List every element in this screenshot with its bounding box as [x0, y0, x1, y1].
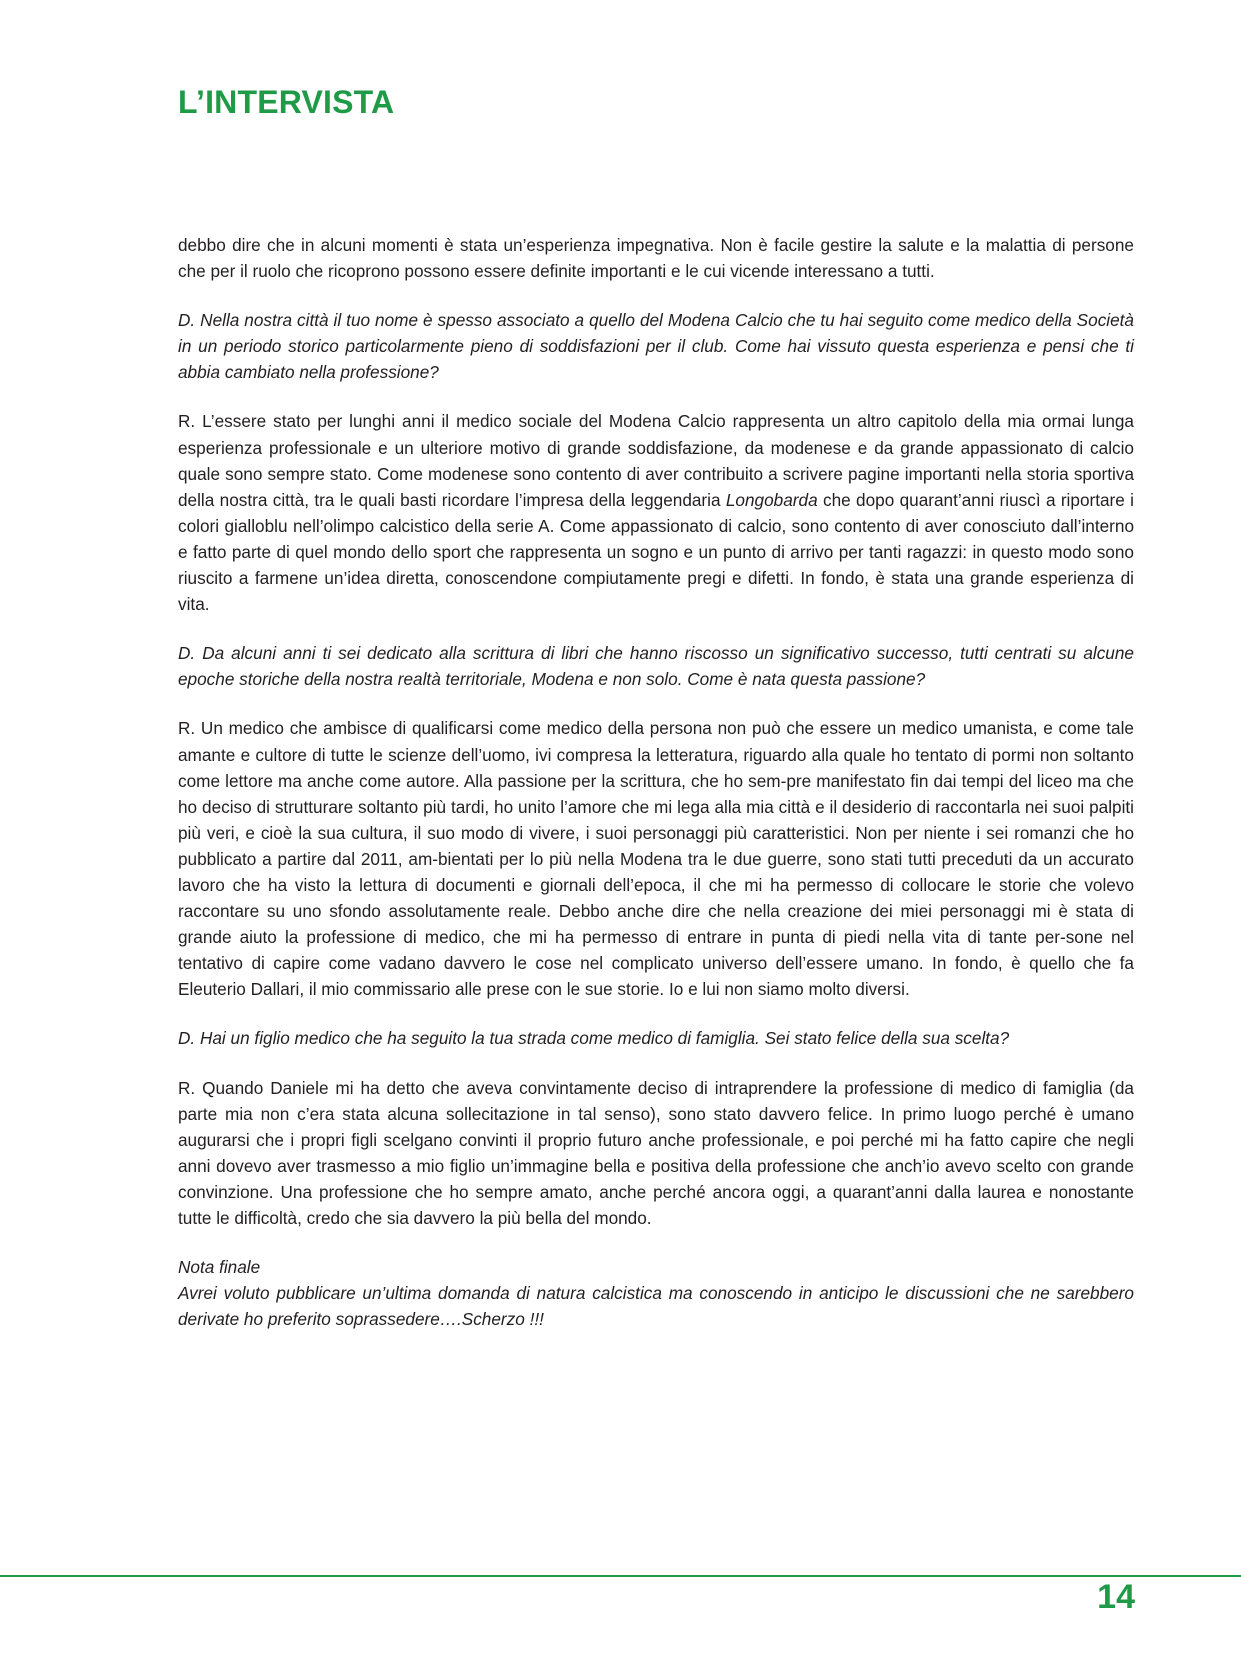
question-modena-calcio: D. Nella nostra città il tuo nome è spesso associato a quello del Modena Calcio che tu hai seguito come medico della Società in un periodo storico particolarmente pieno di soddisfazioni per il club. Come hai vissuto questa esperienza e pensi che ti abbia cambiato nella professione?: [178, 310, 1134, 383]
section-title: L’INTERVISTA: [178, 84, 395, 120]
answer-paragraph-intro: debbo dire che in alcuni momenti è stata un’esperienza impegnativa. Non è facile gestire la salute e la malattia di persone che per il ruolo che ricoprono possono essere definite importanti e le cui vicende interessano a tutti.: [178, 235, 1134, 282]
question-son-doctor: D. Hai un figlio medico che ha seguito la tua strada come medico di famiglia. Sei stato felice della sua scelta?: [178, 1028, 1010, 1049]
final-note: [178, 1254, 1134, 1332]
footer-divider: [0, 1575, 1241, 1577]
interview-article: [178, 232, 1134, 1332]
answer-son-doctor: R. Quando Daniele mi ha detto che aveva convintamente deciso di intraprendere la professione di medico di famiglia (da parte mia non c’era stata alcuna sollecitazione in tal senso), sono stato davvero felice. In primo luogo perché è umano augurarsi che i propri figli scelgano convinti il proprio futuro anche professionale, e poi perché mi ha fatto capire che negli anni dovevo aver trasmesso a mio figlio un’immagine bella e positiva della professione che anch’io avevo scelto con grande convinzione. Una professione che ho sempre amato, anche perché ancora oggi, a quarant’anni dalla laurea e nonostante tutte le difficoltà, credo che sia davvero la più bella del mondo.: [178, 1077, 1134, 1228]
answer-modena-calcio: [178, 408, 1134, 617]
question-writing-books: D. Da alcuni anni ti sei dedicato alla scrittura di libri che hanno riscosso un significativo successo, tutti centrati su alcune epoche storiche della nostra realtà territoriale, Modena e non solo. Come è nata questa passione?: [178, 643, 1134, 690]
answer-modena-calcio-text-1: R. L’essere stato per lunghi anni il medico sociale del Modena Calcio rappresenta un altro capitolo della mia ormai lunga esperienza professionale e un ulteriore motivo di grande soddisfazione, da modenese e da grande appassionato di calcio quale sono sempre stato. Come modenese sono contento di aver contribuito a scrivere pagine importanti nella storia sportiva della nostra città, tra le quali basti ricordare l’impresa della leggendaria: [178, 411, 1134, 510]
page-number: 14: [1097, 1578, 1135, 1616]
answer-writing-books: R. Un medico che ambisce di qualificarsi come medico della persona non può che essere un medico umanista, e come tale amante e cultore di tutte le scienze dell’uomo, ivi compresa la letteratura, riguardo alla quale ho tentato di pormi non soltanto come lettore ma anche come autore. Alla passione per la scrittura, che ho sem-pre manifestato fin dai tempi del liceo ma che ho deciso di strutturare soltanto più tardi, ho unito l’amore che mi lega alla mia città e il desiderio di raccontarla nei suoi palpiti più veri, e cioè la sua cultura, il suo modo di vivere, i suoi personaggi più caratteristici. Non per niente i sei romanzi che ho pubblicato a partire dal 2011, am-bientati per lo più nella Modena tra le due guerre, sono stati tutti preceduti da un accurato lavoro che ha visto la lettura di documenti e giornali dell’epoca, il che mi ha permesso di collocare le storie che volevo raccontare su uno sfondo assolutamente reale. Debbo anche dire che nella creazione dei miei personaggi mi è stata di grande aiuto la professione di medico, che mi ha permesso di entrare in punta di piedi nella vita di tante per-sone nel tentativo di capire come vadano davvero le cose nel complicato universo dell’essere umano. In fondo, è quello che fa Eleuterio Dallari, il mio commissario alle prese con le sue storie. Io e lui non siamo molto diversi.: [178, 718, 1134, 1000]
final-note-text: Avrei voluto pubblicare un’ultima domanda di natura calcistica ma conoscendo in anticipo le discussioni che ne sarebbero derivate ho preferito soprassedere….Scherzo !!!: [178, 1283, 1134, 1330]
longobarda-italic: Longobarda: [725, 489, 818, 510]
final-note-title: Nota finale: [178, 1257, 261, 1278]
answer-modena-calcio-text-2: che dopo quarant’anni riuscì a riportare i colori gialloblu nell’olimpo calcistico della serie A. Come appassionato di calcio, sono contento di aver conosciuto dall’interno e fatto parte di quel mondo dello sport che rappresenta un sogno e un punto di arrivo per tanti ragazzi: in questo modo sono riuscito a farmene un’idea diretta, conoscendone compiutamente pregi e difetti. In fondo, è stata una grande esperienza di vita.: [178, 489, 1134, 615]
